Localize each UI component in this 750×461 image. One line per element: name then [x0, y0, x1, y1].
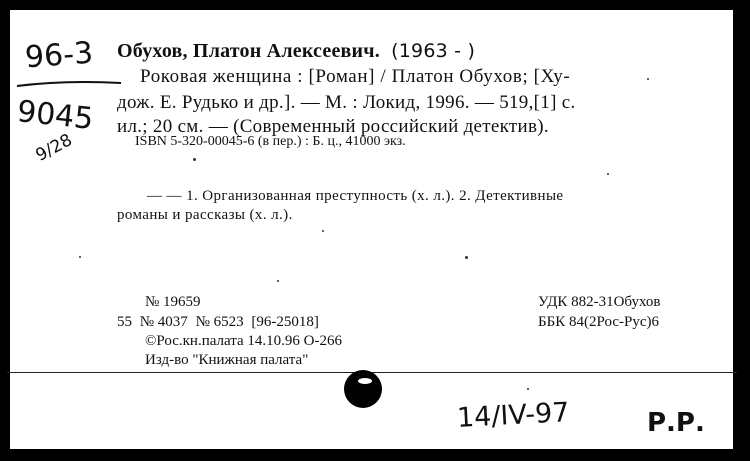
registration-number: № 4037: [139, 314, 188, 330]
registration-line: [117, 314, 323, 331]
handwritten-shelf-mark-bottom: 9045: [15, 94, 95, 137]
handwritten-small-note: 9/28: [32, 130, 76, 166]
registration-code: [96-25018]: [251, 314, 319, 330]
title-line: Роковая женщина : [Роман] / Платон Обухов; [Ху-: [140, 66, 571, 87]
scan-edge-left: [7, 8, 10, 449]
scan-speck: [647, 78, 649, 80]
scan-edge-top: [7, 8, 737, 10]
imprint-line: дож. Е. Рудько и др.]. — М. : Локид, 1996. — 519,[1] с.: [117, 92, 576, 113]
scan-speck: [322, 230, 324, 232]
punch-hole: [344, 370, 382, 408]
handwritten-date: 14/IV-97: [456, 397, 571, 434]
subjects-line-1: — — 1. Организованная преступность (х. л.). 2. Детективные: [147, 188, 564, 204]
scan-speck: [79, 256, 81, 258]
isbn-line: ISBN 5-320-00045-6 (в пер.) : Б. ц., 41000 экз.: [135, 134, 406, 149]
scan-edge-right: [733, 8, 737, 449]
subjects-line-2: романы и рассказы (х. л.).: [117, 207, 293, 223]
scan-speck: [527, 388, 529, 390]
bbk-index: ББК 84(2Рос-Рус)6: [538, 314, 659, 330]
handwritten-author-dates: (1963 - ): [391, 40, 476, 62]
scan-speck: [607, 173, 609, 175]
physical-description-line: ил.; 20 см. — (Современный российский детектив).: [117, 116, 549, 137]
handwritten-initials: Р.Р.: [647, 408, 705, 438]
record-number: № 19659: [145, 294, 201, 310]
scan-speck: [277, 280, 279, 282]
author-name: Обухов, Платон Алексеевич.: [117, 40, 380, 62]
registration-prefix: 55: [117, 314, 132, 330]
author-heading: [117, 40, 475, 63]
scan-speck: [465, 256, 468, 259]
catalog-card: [7, 8, 737, 449]
chamber-stamp: ©Рос.кн.палата 14.10.96 О-266: [145, 333, 343, 349]
registration-number-2: № 6523: [195, 314, 244, 330]
publisher-line: Изд-во "Книжная палата": [145, 352, 309, 368]
handwritten-shelf-mark-top: 96-3: [23, 35, 95, 76]
scan-speck: [193, 158, 196, 161]
udk-index: УДК 882-31Обухов: [538, 294, 661, 310]
handwritten-underline: [15, 78, 125, 90]
